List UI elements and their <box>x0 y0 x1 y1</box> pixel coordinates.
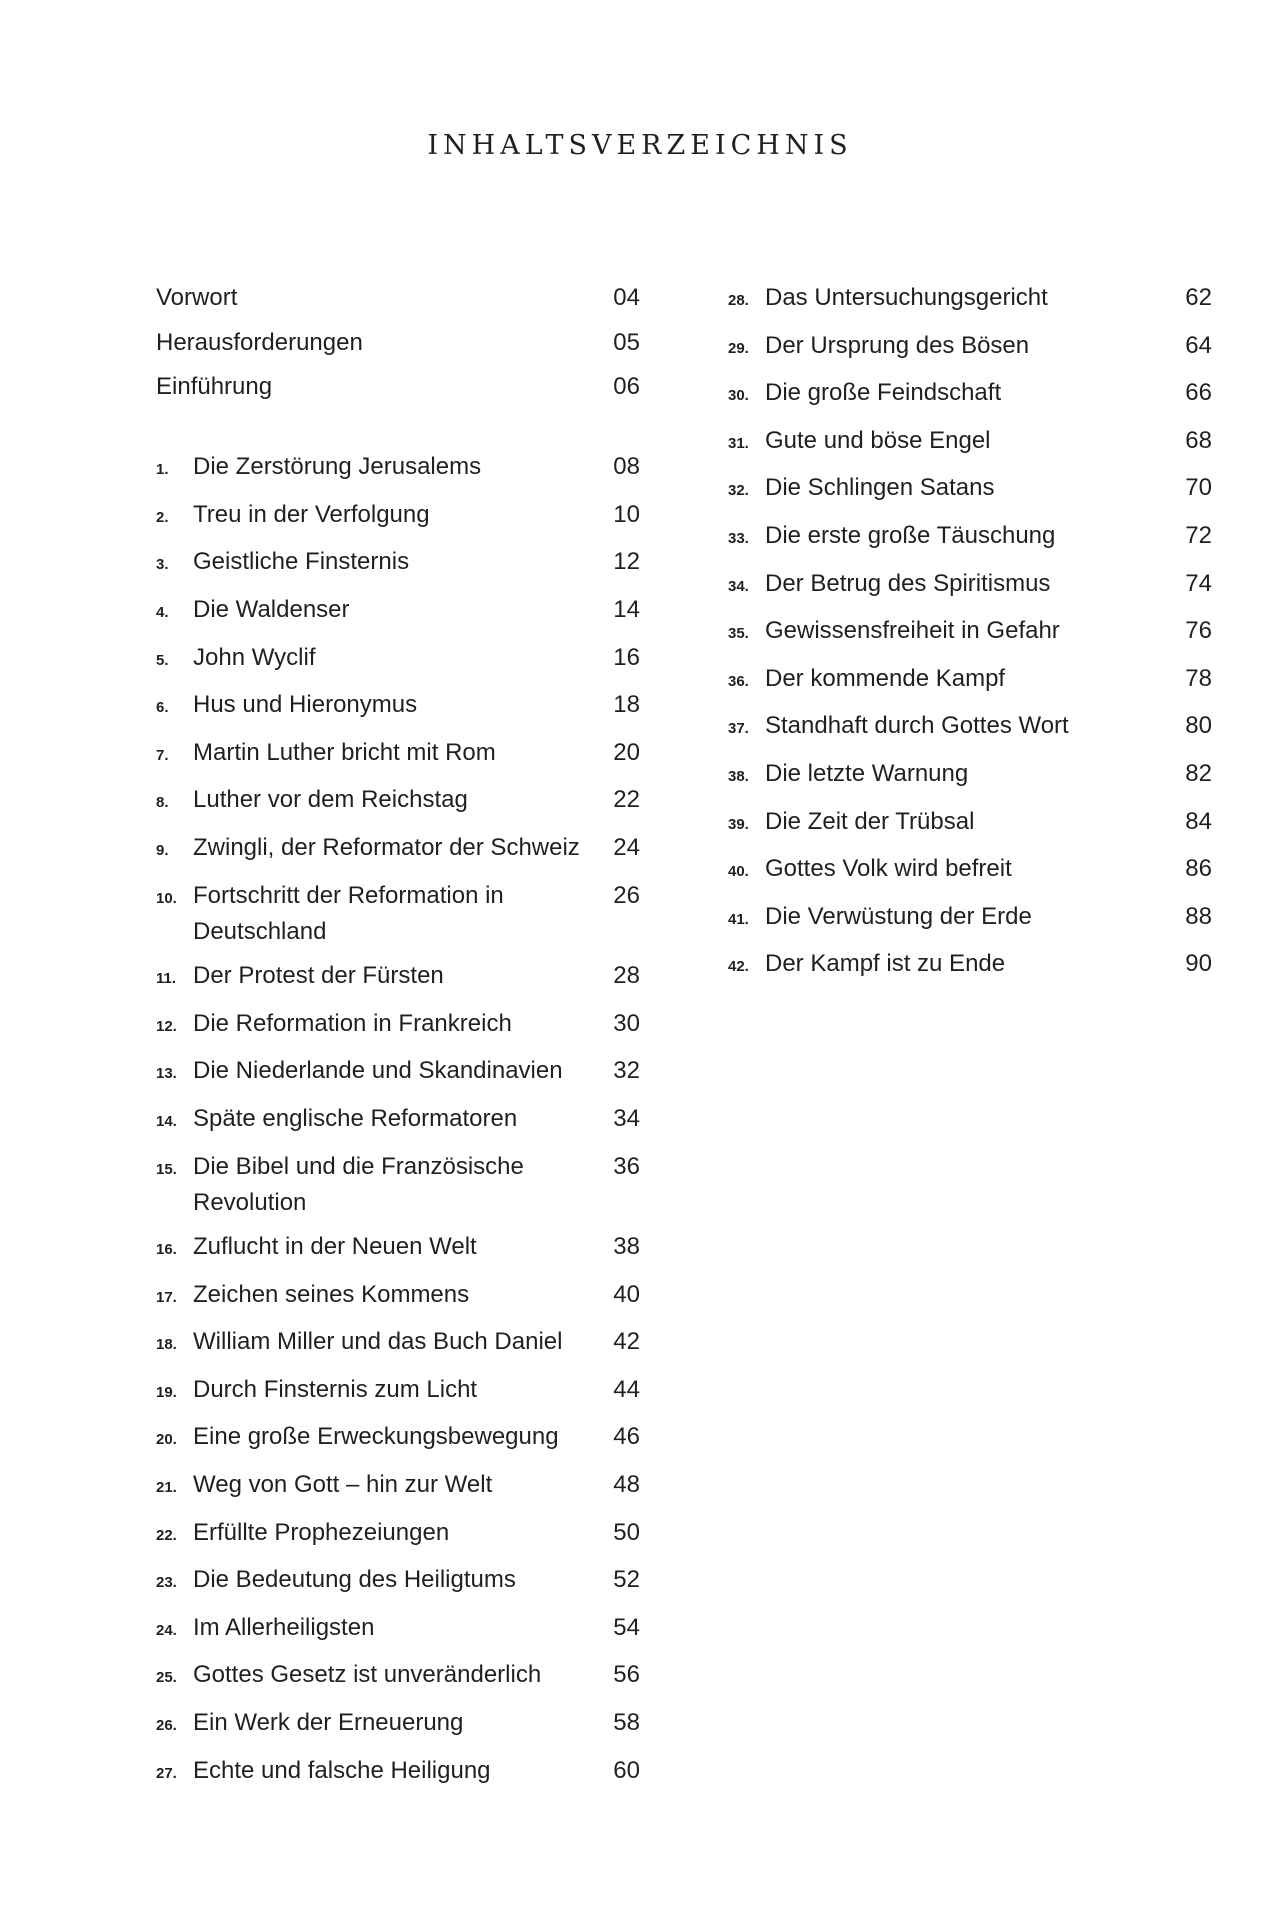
toc-entry[interactable] <box>728 280 1212 319</box>
toc-entry[interactable] <box>728 851 1212 890</box>
toc-entry[interactable] <box>156 1610 640 1649</box>
chapter-number: 35. <box>728 625 749 643</box>
chapter-number: 5. <box>156 651 169 669</box>
toc-entry[interactable] <box>156 497 640 536</box>
page-number: 38 <box>613 1233 640 1261</box>
page-number: 16 <box>613 643 640 671</box>
chapter-number: 12. <box>156 1017 177 1035</box>
toc-entry[interactable] <box>728 661 1212 700</box>
toc-entry[interactable] <box>156 544 640 583</box>
page-number: 84 <box>1185 807 1212 835</box>
chapter-number: 1. <box>156 461 169 479</box>
chapter-number: 33. <box>728 529 749 547</box>
entry-title: Der Protest der Fürsten <box>193 962 444 990</box>
toc-entry[interactable] <box>156 1324 640 1363</box>
chapter-number: 10. <box>156 889 177 907</box>
page-number: 50 <box>613 1518 640 1546</box>
page-number: 78 <box>1185 664 1212 692</box>
entry-title: Die Niederlande und Skandinavien <box>193 1057 563 1085</box>
page-number: 76 <box>1185 617 1212 645</box>
page-number: 60 <box>613 1756 640 1784</box>
entry-title: William Miller und das Buch Daniel <box>193 1328 563 1356</box>
toc-entry[interactable] <box>728 756 1212 795</box>
entry-title: Treu in der Verfolgung <box>193 500 430 528</box>
toc-entry[interactable] <box>156 1149 640 1221</box>
page-number: 52 <box>613 1566 640 1594</box>
entry-title: Gute und böse Engel <box>765 426 991 454</box>
toc-entry[interactable] <box>156 1705 640 1744</box>
page-number: 32 <box>613 1057 640 1085</box>
chapter-number: 29. <box>728 339 749 357</box>
toc-entry[interactable] <box>156 1101 640 1140</box>
chapter-number: 11. <box>156 970 177 988</box>
chapter-number: 26. <box>156 1717 177 1735</box>
chapter-number: 15. <box>156 1160 177 1178</box>
toc-entry[interactable] <box>156 1467 640 1506</box>
entry-title: Gottes Gesetz ist unveränderlich <box>193 1661 542 1689</box>
page-number: 68 <box>1185 426 1212 454</box>
page-number: 30 <box>613 1009 640 1037</box>
toc-entry[interactable] <box>156 1053 640 1092</box>
page-number: 90 <box>1185 950 1212 978</box>
toc-entry[interactable] <box>728 375 1212 414</box>
toc-entry[interactable] <box>728 613 1212 652</box>
toc-entry[interactable] <box>728 899 1212 938</box>
chapter-number: 41. <box>728 910 749 928</box>
entry-title: Ein Werk der Erneuerung <box>193 1709 464 1737</box>
entry-title: Einführung <box>156 373 273 401</box>
entry-title: Erfüllte Prophezeiungen <box>193 1518 450 1546</box>
page-number: 12 <box>613 548 640 576</box>
chapter-number: 20. <box>156 1431 177 1449</box>
intro-list <box>156 280 640 405</box>
entry-title: John Wyclif <box>193 643 316 671</box>
entry-title: Martin Luther bricht mit Rom <box>193 738 496 766</box>
chapter-number: 24. <box>156 1621 177 1639</box>
page-number: 05 <box>613 328 640 356</box>
page-number: 36 <box>613 1152 640 1180</box>
page-number: 46 <box>613 1423 640 1451</box>
page-number: 04 <box>613 284 640 311</box>
page-number: 28 <box>613 962 640 990</box>
entry-title: Zwingli, der Reformator der Schweiz <box>193 833 580 861</box>
toc-entry[interactable] <box>156 1657 640 1696</box>
page-number: 70 <box>1185 474 1212 502</box>
toc-entry[interactable] <box>728 708 1212 747</box>
toc-column-right <box>728 280 1212 994</box>
chapter-number: 31. <box>728 434 749 452</box>
page-number: 24 <box>613 833 640 861</box>
chapter-number: 21. <box>156 1479 177 1497</box>
page-number: 64 <box>1185 331 1212 359</box>
entry-title: Die Verwüstung der Erde <box>765 902 1032 930</box>
entry-title: Die Bedeutung des Heiligtums <box>193 1566 516 1594</box>
entry-title: Die Bibel und die Französische Revolution <box>193 1152 524 1216</box>
page-number: 44 <box>613 1375 640 1403</box>
entry-title: Fortschritt der Reformation in Deutschland <box>193 881 504 945</box>
entry-title: Der Betrug des Spiritismus <box>765 569 1051 597</box>
chapter-number: 23. <box>156 1574 177 1592</box>
toc-entry[interactable] <box>728 804 1212 843</box>
chapter-number: 30. <box>728 387 749 405</box>
entry-title: Die Schlingen Satans <box>765 474 995 502</box>
toc-column-left <box>156 280 640 1800</box>
page-number: 10 <box>613 500 640 528</box>
chapter-list-left <box>156 449 640 1791</box>
entry-title: Der Kampf ist zu Ende <box>765 950 1006 978</box>
chapter-number: 6. <box>156 699 169 717</box>
entry-title: Geistliche Finsternis <box>193 548 410 576</box>
page-title: INHALTSVERZEICHNIS <box>427 130 853 162</box>
entry-title: Die große Feindschaft <box>765 379 1002 407</box>
entry-title: Die erste große Täuschung <box>765 521 1056 549</box>
toc-entry[interactable] <box>156 782 640 821</box>
toc-entry[interactable] <box>728 518 1212 557</box>
toc-entry[interactable] <box>156 958 640 997</box>
chapter-number: 42. <box>728 958 749 976</box>
chapter-number: 8. <box>156 794 169 812</box>
toc-entry[interactable] <box>728 423 1212 462</box>
entry-title: Die Zeit der Trübsal <box>765 807 975 835</box>
page-number: 54 <box>613 1613 640 1641</box>
page-number: 72 <box>1185 521 1212 549</box>
toc-entry[interactable] <box>728 328 1212 367</box>
chapter-number: 13. <box>156 1065 177 1083</box>
chapter-number: 28. <box>728 292 749 309</box>
toc-entry[interactable] <box>728 470 1212 509</box>
entry-title: Späte englische Reformatoren <box>193 1104 518 1132</box>
page-number: 66 <box>1185 379 1212 407</box>
toc-entry[interactable] <box>156 1562 640 1601</box>
chapter-number: 39. <box>728 815 749 833</box>
page-number: 26 <box>613 881 640 909</box>
entry-title: Die letzte Warnung <box>765 759 969 787</box>
toc-entry[interactable] <box>728 946 1212 985</box>
toc-entry[interactable] <box>156 735 640 774</box>
chapter-number: 18. <box>156 1336 177 1354</box>
chapter-number: 3. <box>156 556 169 574</box>
page-number: 74 <box>1185 569 1212 597</box>
chapter-number: 32. <box>728 482 749 500</box>
chapter-number: 22. <box>156 1526 177 1544</box>
entry-title: Weg von Gott – hin zur Welt <box>193 1471 493 1499</box>
chapter-number: 38. <box>728 767 749 785</box>
entry-title: Eine große Erweckungsbewegung <box>193 1423 559 1451</box>
toc-entry[interactable] <box>156 1006 640 1045</box>
page-number: 58 <box>613 1709 640 1737</box>
page-number: 08 <box>613 453 640 481</box>
chapter-number: 19. <box>156 1383 177 1401</box>
entry-title: Luther vor dem Reichstag <box>193 786 468 814</box>
toc-entry[interactable] <box>156 592 640 631</box>
chapter-number: 34. <box>728 577 749 595</box>
chapter-number: 40. <box>728 863 749 881</box>
chapter-number: 14. <box>156 1112 177 1130</box>
page-number: 82 <box>1185 759 1212 787</box>
chapter-list-right <box>728 280 1212 985</box>
toc-entry[interactable] <box>728 566 1212 605</box>
entry-title: Die Zerstörung Jerusalems <box>193 453 482 481</box>
chapter-number: 27. <box>156 1764 177 1782</box>
entry-title: Die Reformation in Frankreich <box>193 1009 512 1037</box>
entry-title: Zuflucht in der Neuen Welt <box>193 1233 477 1261</box>
entry-title: Im Allerheiligsten <box>193 1613 375 1641</box>
chapter-number: 17. <box>156 1288 177 1306</box>
page-number: 34 <box>613 1104 640 1132</box>
chapter-number: 4. <box>156 603 169 621</box>
chapter-number: 2. <box>156 508 169 526</box>
entry-title: Der kommende Kampf <box>765 664 1006 692</box>
entry-title: Hus und Hieronymus <box>193 691 418 719</box>
page-number: 20 <box>613 738 640 766</box>
chapter-number: 37. <box>728 720 749 738</box>
page-number: 48 <box>613 1471 640 1499</box>
toc-entry[interactable] <box>156 1372 640 1411</box>
entry-title: Echte und falsche Heiligung <box>193 1756 491 1784</box>
toc-entry[interactable] <box>156 878 640 950</box>
toc-entry[interactable] <box>156 1229 640 1268</box>
entry-title: Vorwort <box>156 284 238 311</box>
entry-title: Durch Finsternis zum Licht <box>193 1375 478 1403</box>
toc-entry[interactable] <box>156 1277 640 1316</box>
page-number: 06 <box>613 373 640 401</box>
page-number: 40 <box>613 1280 640 1308</box>
toc-intro-entry[interactable] <box>156 325 640 361</box>
chapter-number: 9. <box>156 841 169 859</box>
entry-title: Zeichen seines Kommens <box>193 1280 470 1308</box>
chapter-number: 36. <box>728 672 749 690</box>
page-number: 18 <box>613 691 640 719</box>
chapter-number: 16. <box>156 1241 177 1259</box>
toc-entry[interactable] <box>156 1753 640 1792</box>
page-number: 62 <box>1185 284 1212 311</box>
page-number: 86 <box>1185 855 1212 883</box>
toc-entry[interactable] <box>156 640 640 679</box>
page-number: 80 <box>1185 712 1212 740</box>
page-number: 14 <box>613 595 640 623</box>
toc-entry[interactable] <box>156 1419 640 1458</box>
entry-title: Gewissensfreiheit in Gefahr <box>765 617 1060 645</box>
toc-entry[interactable] <box>156 830 640 869</box>
toc-entry[interactable] <box>156 449 640 488</box>
entry-title: Standhaft durch Gottes Wort <box>765 712 1069 740</box>
page-number: 56 <box>613 1661 640 1689</box>
chapter-number: 25. <box>156 1669 177 1687</box>
toc-intro-entry[interactable] <box>156 369 640 405</box>
toc-intro-entry[interactable] <box>156 280 640 316</box>
toc-entry[interactable] <box>156 1515 640 1554</box>
page-number: 88 <box>1185 902 1212 930</box>
entry-title: Gottes Volk wird befreit <box>765 855 1012 883</box>
entry-title: Der Ursprung des Bösen <box>765 331 1030 359</box>
entry-title: Herausforderungen <box>156 328 363 356</box>
chapter-number: 7. <box>156 746 169 764</box>
entry-title: Die Waldenser <box>193 595 350 623</box>
page-number: 22 <box>613 786 640 814</box>
entry-title: Das Untersuchungsgericht <box>765 284 1048 311</box>
page-number: 42 <box>613 1328 640 1356</box>
toc-entry[interactable] <box>156 687 640 726</box>
